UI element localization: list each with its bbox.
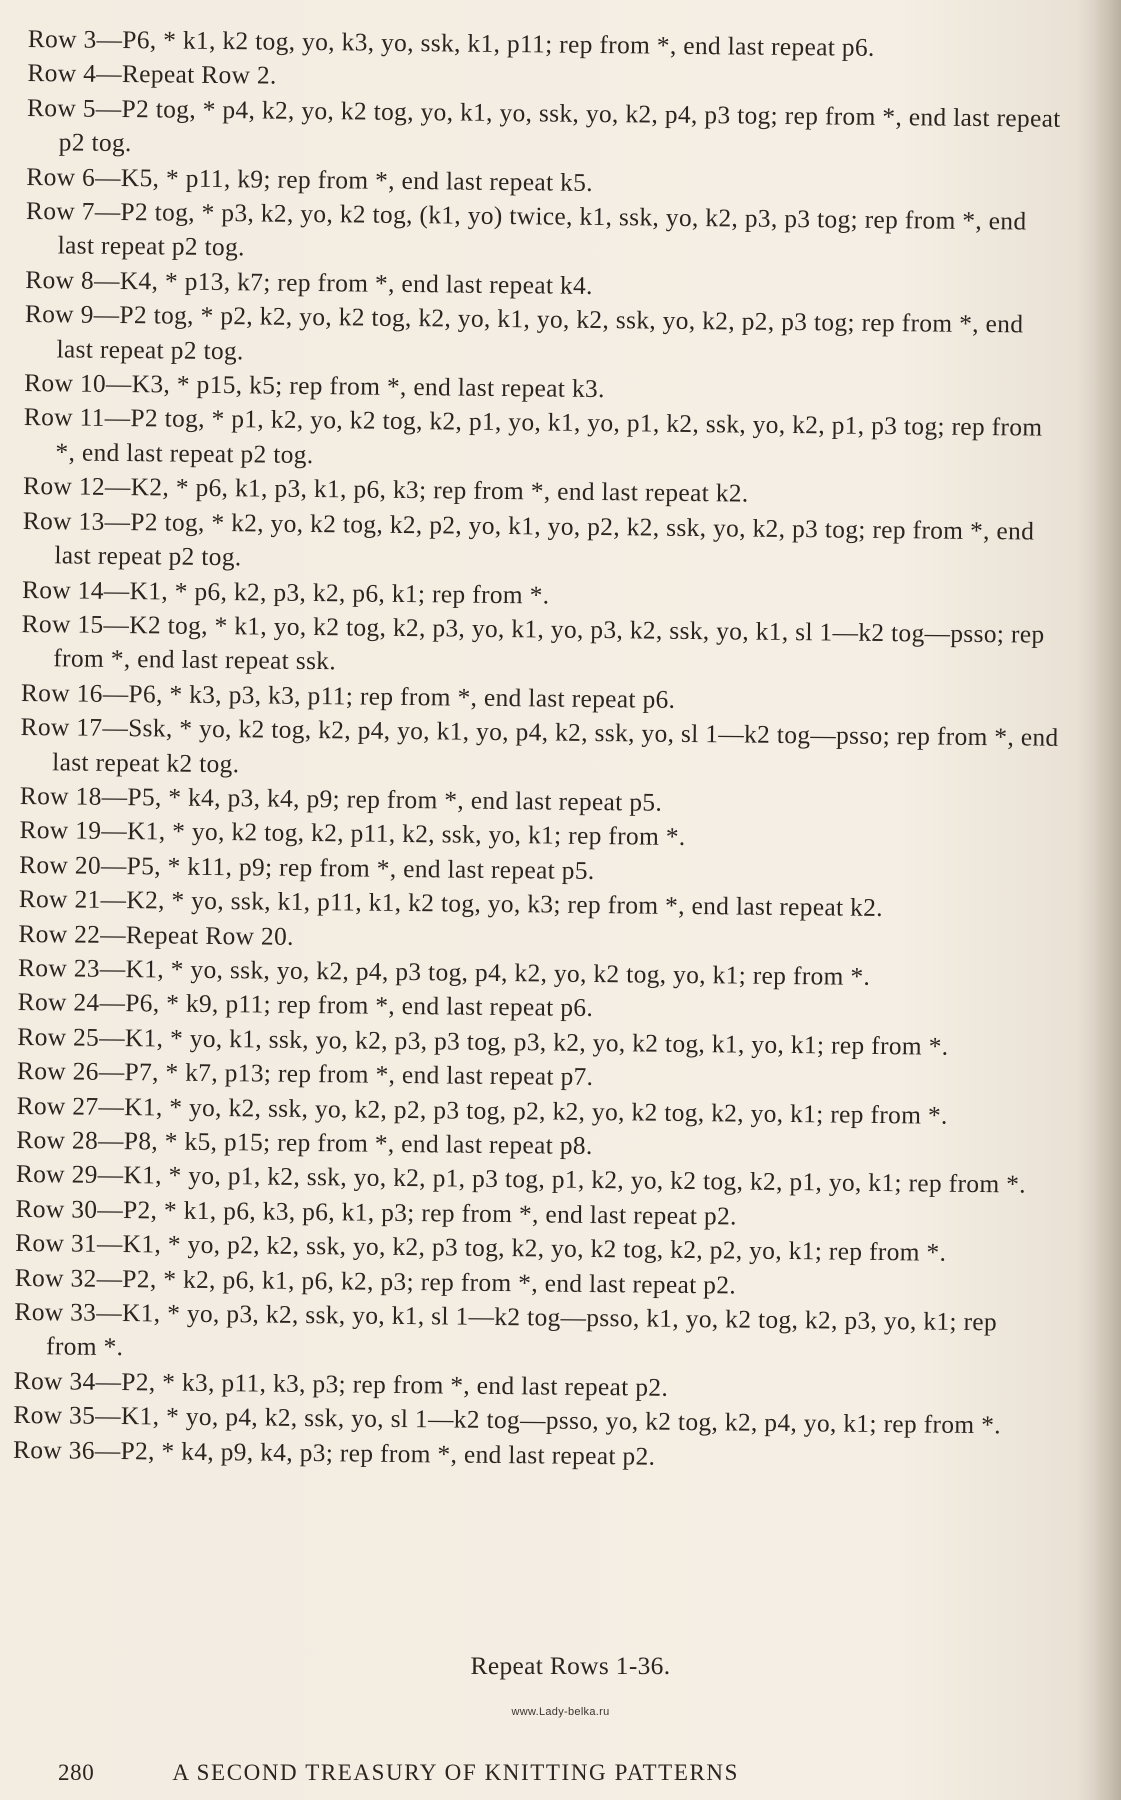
pattern-row: Row 17—Ssk, * yo, k2 tog, k2, p4, yo, k1, yo, p4, k2, ssk, yo, sl 1—k2 tog—psso; rep from *, end last repeat k2 tog. <box>20 713 1059 778</box>
pattern-row: Row 25—K1, * yo, k1, ssk, yo, k2, p3, p3 tog, p3, k2, yo, k2 tog, k1, yo, k1; rep from *. <box>17 1022 949 1061</box>
pattern-row: Row 16—P6, * k3, p3, k3, p11; rep from *, end last repeat p6. <box>20 678 676 714</box>
repeat-instruction: Repeat Rows 1-36. <box>470 1652 671 1680</box>
pattern-row: Row 30—P2, * k1, p6, k3, p6, k1, p3; rep from *, end last repeat p2. <box>15 1194 737 1231</box>
pattern-row: Row 15—K2 tog, * k1, yo, k2 tog, k2, p3, yo, k1, yo, p3, k2, ssk, yo, k1, sl 1—k2 tog—psso; rep from *, end last repeat ssk. <box>21 609 1045 676</box>
pattern-row: Row 9—P2 tog, * p2, k2, yo, k2 tog, k2, yo, k1, yo, k2, ssk, yo, k2, p2, p3 tog; rep from *, end last repeat p2 tog. <box>24 300 1024 365</box>
pattern-row: Row 27—K1, * yo, k2, ssk, yo, k2, p2, p3 tog, p2, k2, yo, k2 tog, k2, yo, k1; rep from *. <box>16 1091 948 1130</box>
pattern-row: Row 10—K3, * p15, k5; rep from *, end last repeat k3. <box>24 369 605 404</box>
pattern-row: Row 22—Repeat Row 20. <box>18 919 294 951</box>
pattern-row: Row 29—K1, * yo, p1, k2, ssk, yo, k2, p1, p3 tog, p1, k2, yo, k2 tog, k2, p1, yo, k1; rep from *. <box>15 1160 1027 1199</box>
pattern-row: Row 36—P2, * k4, p9, k4, p3; rep from *, end last repeat p2. <box>12 1435 656 1471</box>
pattern-row: Row 3—P6, * k1, k2 tog, yo, k3, yo, ssk, k1, p11; rep from *, end last repeat p6. <box>27 24 875 62</box>
pattern-rows <box>13 22 1068 1478</box>
pattern-row: Row 35—K1, * yo, p4, k2, ssk, yo, sl 1—k2 tog—psso, yo, k2 tog, k2, p4, yo, k1; rep from *. <box>13 1401 1002 1440</box>
page-footer <box>58 1760 739 1786</box>
pattern-row: Row 19—K1, * yo, k2 tog, k2, p11, k2, ssk, yo, k1; rep from *. <box>19 816 686 852</box>
pattern-row: Row 28—P8, * k5, p15; rep from *, end last repeat p8. <box>16 1125 593 1160</box>
pattern-row: Row 5—P2 tog, * p4, k2, yo, k2 tog, yo, k1, yo, ssk, yo, k2, p4, p3 tog; rep from *, end last repeat p2 tog. <box>26 93 1061 158</box>
pattern-row: Row 26—P7, * k7, p13; rep from *, end last repeat p7. <box>16 1057 594 1092</box>
pattern-row: Row 18—P5, * k4, p3, k4, p9; rep from *, end last repeat p5. <box>19 781 663 817</box>
book-title: A SECOND TREASURY OF KNITTING PATTERNS <box>172 1760 740 1785</box>
pattern-row: Row 11—P2 tog, * p1, k2, yo, k2 tog, k2, p1, yo, k1, yo, p1, k2, ssk, yo, k2, p1, p3 tog; rep from *, end last repeat p2 tog. <box>23 403 1043 469</box>
pattern-row: Row 6—K5, * p11, k9; rep from *, end last repeat k5. <box>26 162 594 197</box>
pattern-row: Row 24—P6, * k9, p11; rep from *, end last repeat p6. <box>17 988 594 1023</box>
pattern-row: Row 8—K4, * p13, k7; rep from *, end last repeat k4. <box>25 265 593 300</box>
pattern-row: Row 34—P2, * k3, p11, k3, p3; rep from *, end last repeat p2. <box>13 1366 669 1402</box>
book-spine-shadow <box>1095 0 1121 1800</box>
pattern-row: Row 14—K1, * p6, k2, p3, k2, p6, k1; rep from *. <box>21 575 550 609</box>
page-number: 280 <box>58 1760 95 1785</box>
pattern-row: Row 31—K1, * yo, p2, k2, ssk, yo, k2, p3 tog, k2, yo, k2 tog, k2, p2, yo, k1; rep from *. <box>15 1229 947 1267</box>
pattern-row: Row 7—P2 tog, * p3, k2, yo, k2 tog, (k1, yo) twice, k1, ssk, yo, k2, p3, p3 tog; rep from *, end last repeat p2 tog. <box>25 197 1027 262</box>
watermark-url: www.Lady-belka.ru <box>511 1706 610 1718</box>
pattern-row: Row 12—K2, * p6, k1, p3, k1, p6, k3; rep from *, end last repeat k2. <box>22 472 749 508</box>
pattern-row: Row 23—K1, * yo, ssk, yo, k2, p4, p3 tog, p4, k2, yo, k2 tog, yo, k1; rep from *. <box>17 953 871 991</box>
pattern-row: Row 13—P2 tog, * k2, yo, k2 tog, k2, p2, yo, k1, yo, p2, k2, ssk, yo, k2, p3 tog; rep from *, end last repeat p2 tog. <box>22 506 1035 572</box>
pattern-row: Row 32—P2, * k2, p6, k1, p6, k2, p3; rep from *, end last repeat p2. <box>14 1263 737 1300</box>
pattern-row: Row 33—K1, * yo, p3, k2, ssk, yo, k1, sl 1—k2 tog—psso, k1, yo, k2 tog, k2, p3, yo, k1; rep from *. <box>14 1297 998 1362</box>
pattern-row: Row 20—P5, * k11, p9; rep from *, end last repeat p5. <box>19 850 595 885</box>
pattern-row: Row 4—Repeat Row 2. <box>27 59 277 91</box>
pattern-row: Row 21—K2, * yo, ssk, k1, p11, k1, k2 tog, yo, k3; rep from *, end last repeat k2. <box>18 885 884 923</box>
